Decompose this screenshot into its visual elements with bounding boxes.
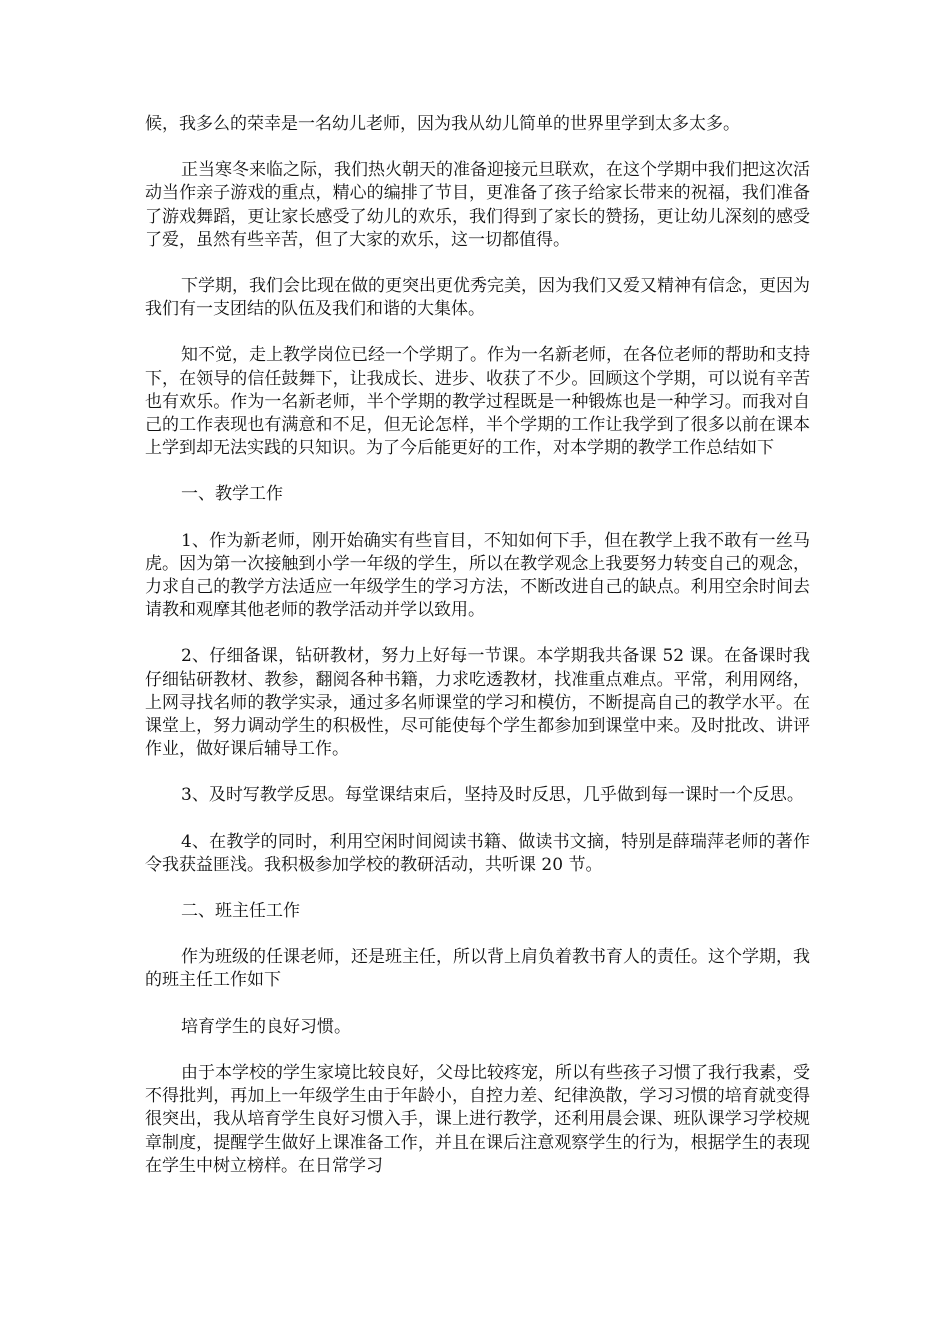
- document-page: [145, 113, 810, 1201]
- list-item-4: 4、在教学的同时，利用空闲时间阅读书籍、做读书文摘，特别是薛瑞萍老师的著作令我获益匪浅。我积极参加学校的教研活动，共听课 20 节。: [145, 831, 810, 875]
- list-item-3: 3、及时写教学反思。每堂课结束后，坚持及时反思，几乎做到每一课时一个反思。: [181, 785, 804, 806]
- paragraph-new-year-event: 正当寒冬来临之际，我们热火朝天的准备迎接元旦联欢，在这个学期中我们把这次活动当作亲子游戏的重点，精心的编排了节目，更准备了孩子给家长带来的祝福，我们准备了游戏舞蹈，更让家长感受了幼儿的欢乐，我们得到了家长的赞扬，更让幼儿深刻的感受了爱，虽然有些辛苦，但了大家的欢乐，这一切都值得。: [145, 160, 810, 250]
- paragraph-habits-detail: 由于本学校的学生家境比较良好，父母比较疼宠，所以有些孩子习惯了我行我素，受不得批判，再加上一年级学生由于年龄小，自控力差、纪律涣散，学习习惯的培育就变得很突出，我从培育学生良好习惯入手，课上进行教学，还利用晨会课、班队课学习学校规章制度，提醒学生做好上课准备工作，并且在课后注意观察学生的行为，根据学生的表现在学生中树立榜样。在日常学习: [145, 1062, 810, 1176]
- paragraph-teaching-intro: 知不觉，走上教学岗位已经一个学期了。作为一名新老师，在各位老师的帮助和支持下，在领导的信任鼓舞下，让我成长、进步、收获了不少。回顾这个学期，可以说有辛苦也有欢乐。作为一名新老师，半个学期的教学过程既是一种锻炼也是一种学习。而我对自己的工作表现也有满意和不足，但无论怎样，半个学期的工作让我学到了很多以前在课本上学到却无法实践的只知识。为了今后能更好的工作，对本学期的教学工作总结如下: [145, 345, 810, 459]
- section-heading-teaching-work: 一、教学工作: [181, 484, 283, 505]
- section-heading-class-teacher-work: 二、班主任工作: [181, 901, 300, 922]
- list-item-2: 2、仔细备课，钻研教材，努力上好每一节课。本学期我共备课 52 课。在备课时我仔细钻研教材、教参，翻阅各种书籍，力求吃透教材，找准重点难点。平常，利用网络，上网寻找名师的教学实录，通过多名师课堂的学习和模仿，不断提高自己的教学水平。在课堂上，努力调动学生的积极性，尽可能使每个学生都参加到课堂中来。及时批改、讲评作业，做好课后辅导工作。: [145, 646, 810, 760]
- paragraph-class-teacher-intro: 作为班级的任课老师，还是班主任，所以背上肩负着教书育人的责任。这个学期，我的班主任工作如下: [145, 947, 810, 991]
- paragraph-next-semester: 下学期，我们会比现在做的更突出更优秀完美，因为我们又爱又精神有信念，更因为我们有一支团结的队伍及我们和谐的大集体。: [145, 276, 810, 320]
- subheading-good-habits: 培育学生的良好习惯。: [181, 1016, 351, 1037]
- paragraph-continued: 候，我多么的荣幸是一名幼儿老师，因为我从幼儿简单的世界里学到太多太多。: [145, 114, 740, 134]
- list-item-1: 1、作为新老师，刚开始确实有些盲目，不知如何下手，但在教学上我不敢有一丝马虎。因为第一次接触到小学一年级的学生，所以在教学观念上我要努力转变自己的观念，力求自己的教学方法适应一年级学生的学习方法，不断改进自己的缺点。利用空余时间去请教和观摩其他老师的教学活动并学以致用。: [145, 530, 810, 621]
